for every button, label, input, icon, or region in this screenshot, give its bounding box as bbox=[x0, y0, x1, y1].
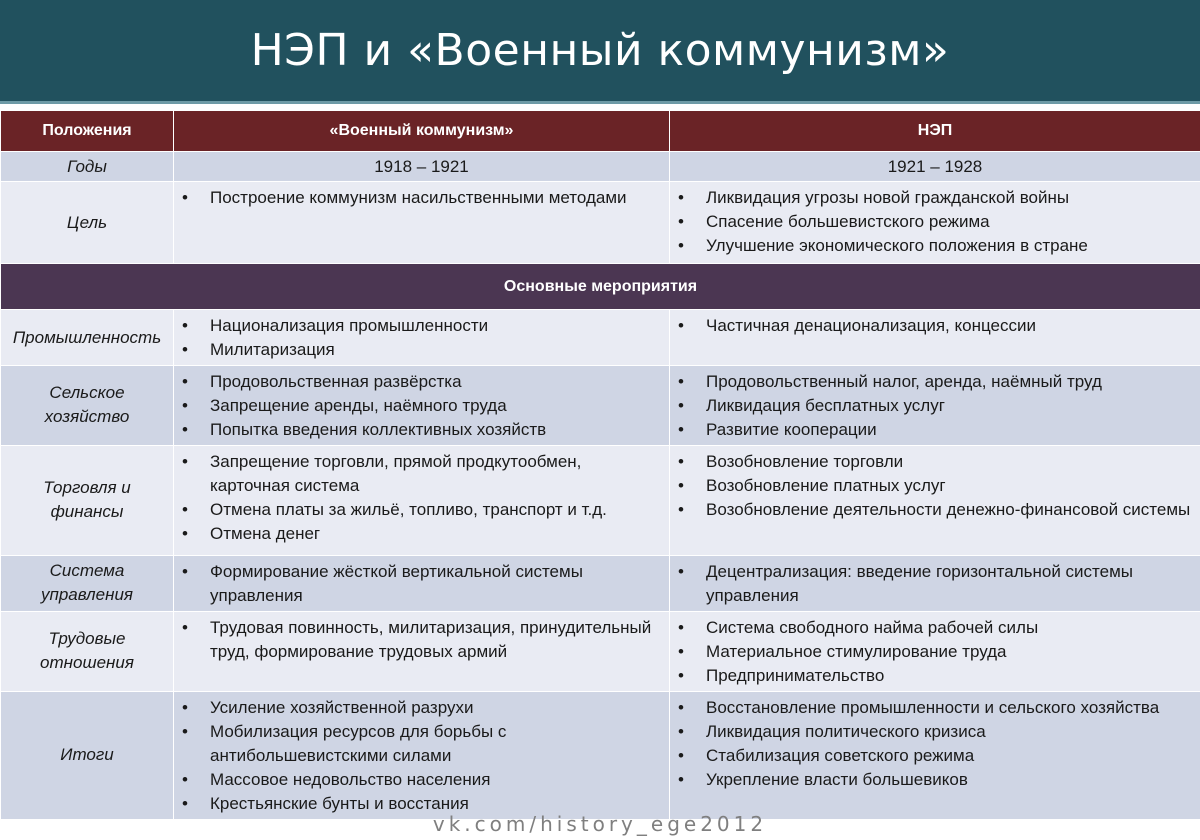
cell-nep bbox=[670, 366, 1200, 446]
list-item: • Мобилизация ресурсов для борьбы с антибольшевистскими силами bbox=[174, 720, 661, 768]
title-bar bbox=[0, 0, 1200, 104]
list-item: • Трудовая повинность, милитаризация, принудительный труд, формирование трудовых армий bbox=[174, 616, 661, 664]
list-item: • Спасение большевистского режима bbox=[670, 210, 1192, 234]
table-row bbox=[1, 445, 1200, 555]
list-item: • Улучшение экономического положения в стране bbox=[670, 234, 1192, 258]
list-item: • Восстановление промышленности и сельского хозяйства bbox=[670, 696, 1192, 720]
header-nep: НЭП bbox=[670, 111, 1200, 152]
list-item: • Национализация промышленности bbox=[174, 314, 661, 338]
years-war-communism: 1918 – 1921 bbox=[174, 152, 670, 182]
bullet-list bbox=[174, 310, 669, 364]
cell-war-communism bbox=[174, 691, 670, 819]
bullet-list bbox=[174, 366, 669, 445]
years-nep: 1921 – 1928 bbox=[670, 152, 1200, 182]
cell-nep bbox=[670, 445, 1200, 555]
list-item: • Формирование жёсткой вертикальной системы управления bbox=[174, 560, 661, 608]
goal-war-communism bbox=[174, 182, 670, 264]
table-header-row bbox=[1, 111, 1200, 152]
goal-nep bbox=[670, 182, 1200, 264]
list-item: • Ликвидация бесплатных услуг bbox=[670, 394, 1192, 418]
bullet-list bbox=[670, 692, 1200, 795]
list-item: • Крестьянские бунты и восстания bbox=[174, 792, 661, 816]
list-item: • Милитаризация bbox=[174, 338, 661, 362]
section-title: Основные мероприятия bbox=[1, 264, 1200, 310]
list-item: • Децентрализация: введение горизонтальной системы управления bbox=[670, 560, 1192, 608]
list-item: • Укрепление власти большевиков bbox=[670, 768, 1192, 792]
table-row bbox=[1, 366, 1200, 446]
row-label: Итоги bbox=[1, 691, 174, 819]
watermark: vk.com/history_ege2012 bbox=[432, 812, 768, 836]
cell-war-communism bbox=[174, 366, 670, 446]
cell-war-communism bbox=[174, 310, 670, 366]
row-label-years: Годы bbox=[1, 152, 174, 182]
bullet-list bbox=[174, 612, 669, 666]
bullet-list bbox=[174, 446, 669, 549]
table-row bbox=[1, 555, 1200, 611]
list-item: • Возобновление торговли bbox=[670, 450, 1192, 474]
bullet-list bbox=[174, 182, 669, 212]
table-row-years bbox=[1, 152, 1200, 182]
list-item: • Частичная денационализация, концессии bbox=[670, 314, 1192, 338]
row-label: Торговля и финансы bbox=[1, 445, 174, 555]
list-item: • Продовольственный налог, аренда, наёмный труд bbox=[670, 370, 1192, 394]
list-item: • Возобновление платных услуг bbox=[670, 474, 1192, 498]
header-positions: Положения bbox=[1, 111, 174, 152]
comparison-table bbox=[0, 110, 1200, 820]
bullet-list bbox=[174, 556, 669, 610]
row-label: Трудовые отношения bbox=[1, 611, 174, 691]
list-item: • Продовольственная развёрстка bbox=[174, 370, 661, 394]
cell-nep bbox=[670, 691, 1200, 819]
cell-nep bbox=[670, 310, 1200, 366]
header-war-communism: «Военный коммунизм» bbox=[174, 111, 670, 152]
cell-nep bbox=[670, 555, 1200, 611]
table-row-goal bbox=[1, 182, 1200, 264]
bullet-list bbox=[174, 692, 669, 819]
list-item: • Ликвидация угрозы новой гражданской войны bbox=[670, 186, 1192, 210]
list-item: • Массовое недовольство населения bbox=[174, 768, 661, 792]
list-item: • Система свободного найма рабочей силы bbox=[670, 616, 1192, 640]
list-item: • Ликвидация политического кризиса bbox=[670, 720, 1192, 744]
page-title: НЭП и «Военный коммунизм» bbox=[250, 25, 950, 76]
bullet-list bbox=[670, 366, 1200, 445]
list-item: • Материальное стимулирование труда bbox=[670, 640, 1192, 664]
bullet-list bbox=[670, 446, 1200, 525]
list-item: • Развитие кооперации bbox=[670, 418, 1192, 442]
cell-war-communism bbox=[174, 445, 670, 555]
bullet-list bbox=[670, 310, 1200, 340]
list-item: • Запрещение торговли, прямой продкутообмен, карточная система bbox=[174, 450, 661, 498]
list-item: • Запрещение аренды, наёмного труда bbox=[174, 394, 661, 418]
list-item: • Отмена платы за жильё, топливо, транспорт и т.д. bbox=[174, 498, 661, 522]
bullet-list bbox=[670, 182, 1200, 261]
list-item: • Отмена денег bbox=[174, 522, 661, 546]
row-label: Система управления bbox=[1, 555, 174, 611]
list-item: • Предпринимательство bbox=[670, 664, 1192, 688]
list-item: • Стабилизация советского режима bbox=[670, 744, 1192, 768]
cell-war-communism bbox=[174, 555, 670, 611]
bullet-list bbox=[670, 612, 1200, 691]
table-row bbox=[1, 691, 1200, 819]
table-row bbox=[1, 310, 1200, 366]
section-row bbox=[1, 264, 1200, 310]
list-item: • Попытка введения коллективных хозяйств bbox=[174, 418, 661, 442]
cell-war-communism bbox=[174, 611, 670, 691]
list-item: • Построение коммунизм насильственными методами bbox=[174, 186, 661, 210]
row-label-goal: Цель bbox=[1, 182, 174, 264]
row-label: Сельское хозяйство bbox=[1, 366, 174, 446]
list-item: • Усиление хозяйственной разрухи bbox=[174, 696, 661, 720]
list-item: • Возобновление деятельности денежно-финансовой системы bbox=[670, 498, 1192, 522]
cell-nep bbox=[670, 611, 1200, 691]
bullet-list bbox=[670, 556, 1200, 610]
row-label: Промышленность bbox=[1, 310, 174, 366]
table-row bbox=[1, 611, 1200, 691]
